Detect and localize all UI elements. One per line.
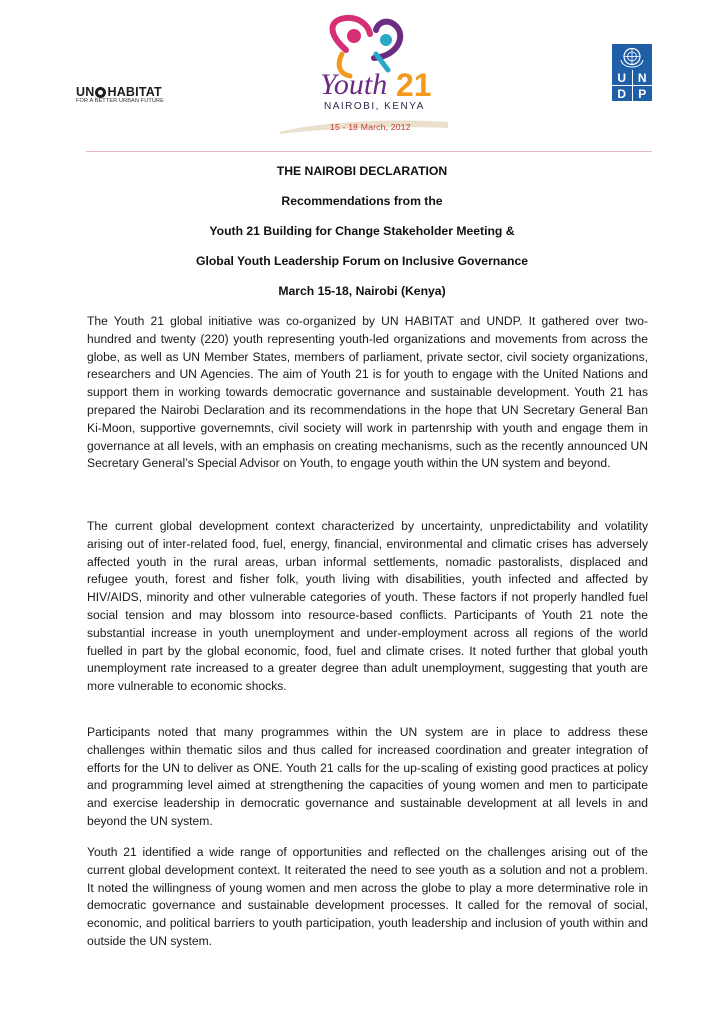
unhabitat-habitat-text: HABITAT xyxy=(107,85,162,99)
header-divider xyxy=(86,151,652,152)
unhabitat-un-text: UN xyxy=(76,85,95,99)
body-paragraph: The Youth 21 global initiative was co-organized by UN HABITAT and UNDP. It gathered over two-hundred and twenty (220) youth representing youth-led organizations and movements from across the globe, as well as UN Member States, members of parliament, private sector, civil society organizations, researchers and UN Agencies. The aim of Youth 21 is for youth to engage with the United Nations and support them in working towards democratic governance and sustainable development. Youth 21 has prepared the Nairobi Declaration and its recommendations in the hope that UN Secretary General Ban Ki-Moon, supportive governemnts, civil society will work in partenrship with youth and engage them in governance at all levels, with an emphasis on creating mechanisms, such as the recently announced UN Secretary General’s Special Advisor on Youth, to engage youth within the UN system and beyond. xyxy=(87,314,648,471)
unhabitat-logo xyxy=(76,86,202,106)
youth21-logo xyxy=(276,14,452,138)
document-subtitle: Recommendations from the xyxy=(281,194,443,208)
body-paragraph: Youth 21 identified a wide range of opportunities and reflected on the challenges arising out of the current global development context. It reiterated the need to see youth as a solution and not a problem. It noted the willingness of young women and men across the globe to play a more determinative role in democratic governance and sustainable development processes. It called for the removal of social, economic, and political barriers to youth participation, youth leadership and inclusion of youth within and outside the UN system. xyxy=(87,845,648,948)
undp-letter-grid xyxy=(612,70,652,101)
youth21-emblem-icon xyxy=(276,14,452,138)
un-emblem-icon xyxy=(612,44,652,69)
document-title: THE NAIROBI DECLARATION xyxy=(276,164,448,178)
undp-logo xyxy=(612,44,652,101)
youth21-dates: 15 - 18 March, 2012 xyxy=(330,122,411,132)
unhabitat-tagline: FOR A BETTER URBAN FUTURE xyxy=(76,98,164,104)
undp-letter: U xyxy=(612,70,632,85)
undp-letter: N xyxy=(633,70,653,85)
youth21-word: Youth xyxy=(320,68,388,101)
body-paragraph: Participants noted that many programmes within the UN system are in place to address these challenges within thematic silos and thus called for increased coordination and greater integration of efforts for the UN to deliver as ONE. Youth 21 calls for the up-scaling of existing good practices at policy and programming level aimed at strengthening the capacities of young women and men to participate and exercise leadership in democratic governance and sustainable development at all levels in and beyond the UN system. xyxy=(87,725,648,828)
body-paragraph: The current global development context characterized by uncertainty, unpredictability and volatility arising out of inter-related food, fuel, energy, financial, environmental and climatic crises has adversely affected youth in the rural areas, urban informal settlements, nomadic pastoralists, displaced and refugee youth, forest and fisher folk, youth living with disabilities, youth infected and affected by HIV/AIDS, minority and other vulnerable categories of youth. These factors if not properly handled fuel social tension and may blossom into resource-based conflicts. Participants of Youth 21 note the substantial increase in youth unemployment and under-employment across all regions of the world fuelled in part by the global economic, food, fuel and climate crises. It noted further that global youth unemployment rate increased to a greater degree than adult unemployment, suggesting that youth are more vulnerable to economic shocks. xyxy=(87,519,648,694)
youth21-number: 21 xyxy=(396,67,432,103)
globe-icon xyxy=(95,87,106,98)
youth21-city: NAIROBI, KENYA xyxy=(324,101,425,112)
document-date-line: March 15-18, Nairobi (Kenya) xyxy=(278,284,446,298)
undp-letter: P xyxy=(633,86,653,101)
unhabitat-wordmark xyxy=(76,86,202,98)
document-subtitle: Youth 21 Building for Change Stakeholder Meeting & xyxy=(209,224,515,238)
document-subtitle: Global Youth Leadership Forum on Inclusive Governance xyxy=(195,254,529,268)
undp-letter: D xyxy=(612,86,632,101)
